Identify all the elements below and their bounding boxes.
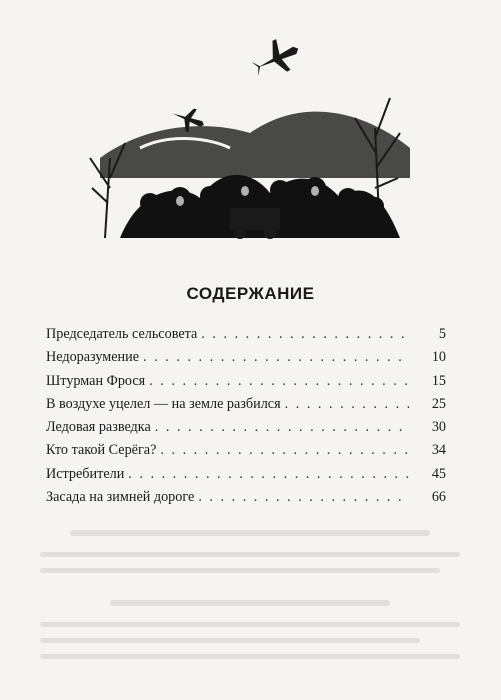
war-scene-illustration	[80, 38, 420, 248]
toc-entry-title: Ледовая разведка	[46, 419, 151, 436]
toc-entry[interactable]	[46, 326, 446, 349]
table-of-contents	[46, 326, 446, 512]
toc-entry[interactable]	[46, 419, 446, 442]
toc-entry-page: 66	[431, 489, 446, 506]
toc-leader-dots	[143, 349, 410, 366]
bleed-through-texture	[30, 530, 470, 680]
toc-entry[interactable]	[46, 489, 446, 512]
toc-leader-dots	[198, 489, 410, 506]
toc-entry-page: 15	[431, 372, 446, 389]
toc-entry-page: 5	[438, 326, 446, 342]
toc-entry-page: 34	[431, 442, 446, 459]
toc-entry-title: Истребители	[46, 465, 125, 482]
toc-entry[interactable]	[46, 442, 446, 465]
toc-entry[interactable]	[46, 349, 446, 372]
toc-entry[interactable]	[46, 373, 446, 396]
page-title: СОДЕРЖАНИЕ	[186, 284, 315, 303]
toc-entry-title: Недоразумение	[46, 349, 140, 366]
toc-entry-page: 30	[431, 419, 446, 436]
toc-entry-title: Кто такой Серёга?	[46, 442, 157, 459]
toc-entry-title: Председатель сельсовета	[46, 326, 198, 342]
toc-entry-page: 45	[431, 465, 446, 482]
toc-leader-dots	[128, 466, 410, 483]
airplane-icon	[247, 38, 305, 83]
toc-leader-dots	[155, 419, 410, 436]
toc-entry-page: 25	[431, 395, 446, 412]
toc-entry[interactable]	[46, 396, 446, 419]
toc-leader-dots	[285, 396, 410, 413]
toc-entry-title: Засада на зимней дороге	[46, 489, 195, 506]
toc-leader-dots	[149, 373, 410, 390]
toc-leader-dots	[201, 326, 410, 343]
toc-entry-title: Штурман Фрося	[46, 372, 146, 389]
toc-entry-title: В воздухе уцелел — на земле разбился	[46, 395, 281, 412]
toc-entry-page: 10	[431, 349, 446, 366]
toc-entry[interactable]	[46, 466, 446, 489]
toc-leader-dots	[160, 442, 410, 459]
